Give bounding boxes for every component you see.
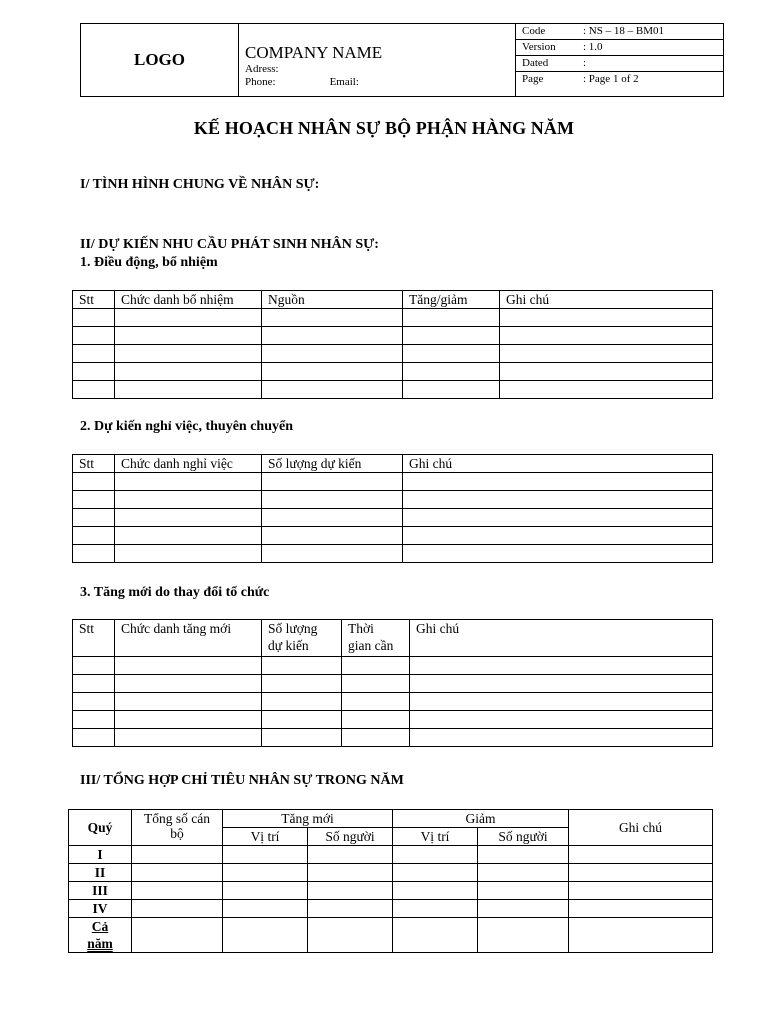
- subsection-3-heading: 3. Tăng mới do thay đổi tổ chức: [80, 585, 270, 600]
- quarter-label: II: [69, 864, 132, 882]
- table-row: [73, 657, 713, 675]
- col-title: Chức danh nghỉ việc: [115, 455, 262, 473]
- table-row: [73, 545, 713, 563]
- company-name: COMPANY NAME: [245, 43, 383, 62]
- col-note: Ghi chú: [403, 455, 713, 473]
- table-row: [69, 846, 713, 864]
- table-header-row: [73, 455, 713, 473]
- contact-line: [245, 76, 515, 89]
- col-quarter: Quý: [69, 810, 132, 846]
- quarter-label: III: [69, 882, 132, 900]
- col-stt: Stt: [73, 291, 115, 309]
- quarter-label: I: [69, 846, 132, 864]
- section-1-heading: I/ TÌNH HÌNH CHUNG VỀ NHÂN SỰ:: [80, 177, 320, 192]
- meta-version: Version : 1.0: [516, 40, 724, 56]
- document-title: KẾ HOẠCH NHÂN SỰ BỘ PHẬN HÀNG NĂM: [193, 118, 575, 138]
- col-group-decrease: Giảm: [393, 810, 569, 828]
- quarter-label: IV: [69, 900, 132, 918]
- col-title: Chức danh tăng mới: [115, 620, 262, 657]
- document-header: [80, 23, 724, 97]
- table-row: [73, 527, 713, 545]
- table-appointment: [72, 290, 713, 399]
- table-row: [69, 864, 713, 882]
- col-quantity: Số lượng dự kiến: [262, 455, 403, 473]
- meta-page: Page : Page 1 of 2: [516, 72, 724, 97]
- col-total-staff: Tổng số cán bộ: [132, 810, 223, 846]
- meta-dated: Dated :: [516, 56, 724, 72]
- col-decrease-count: Số người: [478, 828, 569, 846]
- table-row: [73, 363, 713, 381]
- subsection-1-heading: 1. Điều động, bổ nhiệm: [80, 255, 218, 270]
- table-row: [73, 729, 713, 747]
- col-change: Tăng/giảm: [403, 291, 500, 309]
- email-label: Email:: [329, 76, 359, 88]
- col-time: Thời gian cần: [342, 620, 410, 657]
- col-increase-position: Vị trí: [223, 828, 308, 846]
- col-note: Ghi chú: [500, 291, 713, 309]
- section-3-heading: III/ TỔNG HỢP CHỈ TIÊU NHÂN SỰ TRONG NĂM: [80, 773, 404, 788]
- col-group-increase: Tăng mới: [223, 810, 393, 828]
- table-row: [73, 693, 713, 711]
- table-row: [73, 309, 713, 327]
- table-row: [73, 381, 713, 399]
- col-quantity: Số lượng dự kiến: [262, 620, 342, 657]
- table-row: [73, 327, 713, 345]
- table-row: [73, 491, 713, 509]
- table-header-row: [73, 620, 713, 657]
- col-stt: Stt: [73, 620, 115, 657]
- table-resignation: [72, 454, 713, 563]
- table-row: [73, 473, 713, 491]
- table-row: [73, 711, 713, 729]
- table-row: [73, 509, 713, 527]
- col-note: Ghi chú: [569, 810, 713, 846]
- table-row: [69, 918, 713, 953]
- col-title: Chức danh bổ nhiệm: [115, 291, 262, 309]
- table-row: [69, 882, 713, 900]
- table-row: [73, 345, 713, 363]
- section-2-heading: II/ DỰ KIẾN NHU CẦU PHÁT SINH NHÂN SỰ:: [80, 237, 379, 252]
- meta-code: Code : NS – 18 – BM01: [516, 24, 724, 40]
- col-increase-count: Số người: [308, 828, 393, 846]
- col-stt: Stt: [73, 455, 115, 473]
- col-decrease-position: Vị trí: [393, 828, 478, 846]
- company-info: [239, 24, 516, 97]
- table-new-positions: [72, 619, 713, 747]
- phone-label: Phone:: [245, 76, 276, 88]
- logo-cell: [81, 24, 239, 97]
- logo: LOGO: [133, 50, 185, 69]
- col-note: Ghi chú: [410, 620, 713, 657]
- table-header-row: [73, 291, 713, 309]
- col-source: Nguồn: [262, 291, 403, 309]
- table-row: [69, 900, 713, 918]
- table-header-row: [69, 810, 713, 828]
- address-label: Adress:: [245, 63, 279, 75]
- table-annual-summary: [68, 809, 713, 953]
- subsection-2-heading: 2. Dự kiến nghỉ việc, thuyên chuyển: [80, 419, 293, 434]
- full-year-label: Cả năm: [69, 918, 132, 953]
- table-row: [73, 675, 713, 693]
